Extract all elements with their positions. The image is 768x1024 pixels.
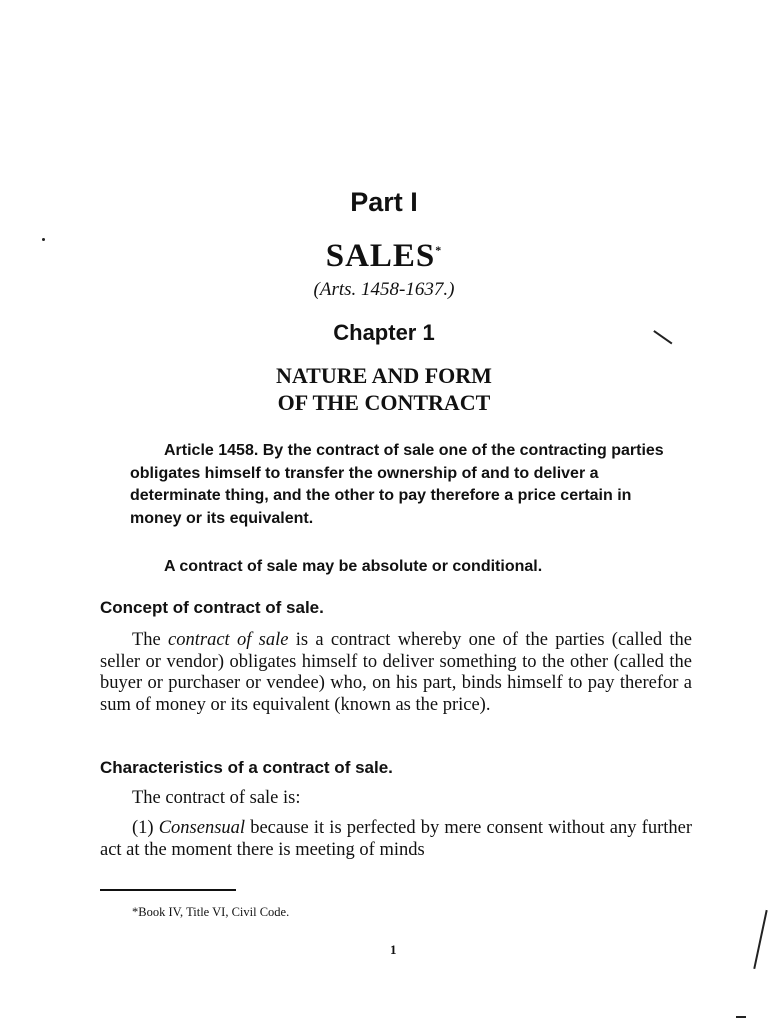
- concept-text-before: The: [132, 630, 169, 650]
- scan-speck: [42, 238, 45, 241]
- article-1458-text: Article 1458. By the contract of sale one of the contracting parties obligates himself to transfer the ownership of and to deliver a determinate thing, and the other to pay therefore a price certain in money or its equivalent.: [130, 442, 664, 527]
- concept-heading: Concept of contract of sale.: [100, 598, 324, 617]
- characteristic-item-1: [100, 818, 692, 861]
- article-1458-second-paragraph: A contract of sale may be absolute or conditional.: [164, 558, 543, 575]
- characteristics-intro: The contract of sale is:: [132, 788, 301, 808]
- scan-stroke: [736, 1016, 746, 1018]
- concept-paragraph: [100, 630, 692, 716]
- articles-range: (Arts. 1458-1637.): [313, 279, 455, 300]
- sales-footnote-mark: *: [435, 243, 443, 257]
- item-1-text: because it is perfected by mere consent without any further act at the moment there is meeting of minds: [100, 818, 692, 860]
- part-title: Part I: [350, 187, 418, 217]
- sales-title-text: SALES: [325, 238, 436, 274]
- page-number: 1: [390, 942, 397, 957]
- footnote-divider: [100, 889, 236, 891]
- concept-term: contract of sale: [168, 630, 289, 650]
- scan-stroke: [753, 910, 767, 969]
- item-1-term: Consensual: [158, 818, 246, 838]
- chapter-title: Chapter 1: [333, 320, 435, 345]
- item-1-number: (1): [132, 818, 159, 838]
- footnote: *Book IV, Title VI, Civil Code.: [132, 905, 290, 919]
- chapter-subtitle-line-1: NATURE AND FORM: [276, 363, 492, 388]
- chapter-subtitle: [0, 362, 768, 416]
- characteristics-heading: Characteristics of a contract of sale.: [100, 758, 393, 777]
- concept-text-after: is a contract whereby one of the parties (called the seller or vendor) obligates himself to deliver something to the other (called the buyer or purchaser or vendee) who, on his part, binds himself to pay therefor a sum of money or its equivalent (known as the price).: [100, 630, 693, 715]
- chapter-subtitle-line-2: OF THE CONTRACT: [277, 390, 491, 415]
- sales-title: [0, 238, 768, 275]
